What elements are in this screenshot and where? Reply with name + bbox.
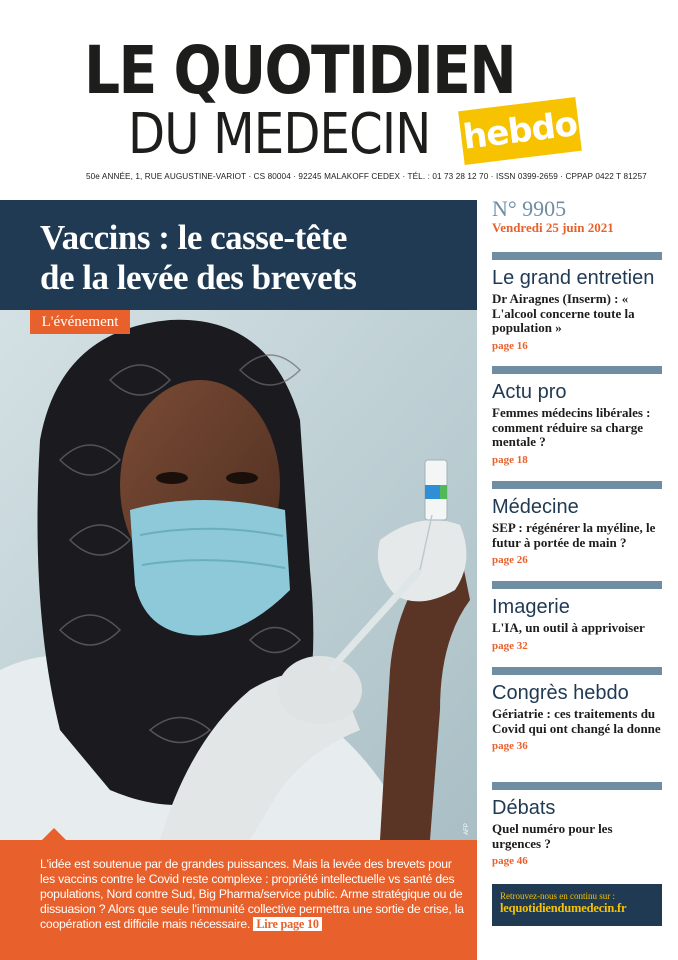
section-debats[interactable] (492, 782, 662, 867)
lead-text (40, 857, 464, 932)
section-title: Femmes médecins libérales : comment réduire sa charge mentale ? (492, 405, 651, 449)
section-page: page 36 (492, 740, 528, 752)
lead-box (0, 840, 477, 960)
section-bar (492, 782, 662, 790)
section-title: Dr Airagnes (Inserm) : « L'alcool concerne toute la population » (492, 291, 635, 335)
issue-date: Vendredi 25 juin 2021 (492, 220, 614, 235)
masthead-title-line2: DU MEDECIN (128, 102, 431, 167)
lead-paragraph: L'idée est soutenue par de grandes puissances. Mais la levée des brevets pour les vaccins contre le Covid reste complexe : propriété intellectuelle vs santé des populations, Nord contre Sud, Big Pharma/service public. Arme stratégique ou de dissuasion ? Alors que seule l'immunité collective permettra une sortie de crise, la coopération est difficile mais nécessaire. (40, 857, 464, 931)
publisher-address: 50e ANNÉE, 1, RUE AUGUSTINE-VARIOT · CS 80004 · 92245 MALAKOFF CEDEX · TÉL. : 01 73 28 12 70 · ISSN 0399-2659 · CPPAP 0422 T 81257 (86, 172, 647, 181)
section-bar (492, 667, 662, 675)
section-bar (492, 581, 662, 589)
section-name: Imagerie (492, 596, 570, 618)
section-bar (492, 366, 662, 374)
section-title: SEP : régénérer la myéline, le futur à portée de main ? (492, 520, 656, 550)
section-page: page 16 (492, 339, 528, 352)
section-actu-pro[interactable] (492, 366, 662, 466)
hebdo-badge-label: hebdo (460, 104, 580, 158)
masthead (0, 0, 678, 200)
section-page: page 46 (492, 855, 528, 867)
event-tag-label: L'événement (41, 313, 119, 330)
website-url[interactable]: lequotidiendumedecin.fr (500, 901, 627, 915)
section-title: Quel numéro pour les urgences ? (492, 821, 613, 851)
event-tag (30, 310, 130, 334)
section-page: page 26 (492, 554, 528, 566)
section-name: Actu pro (492, 381, 567, 403)
website-label: Retrouvez-nous en continu sur : (500, 891, 615, 901)
cover-headline-line2: de la levée des brevets (40, 258, 357, 297)
lead-notch (42, 828, 66, 840)
section-imagerie[interactable] (492, 581, 662, 652)
section-name: Médecine (492, 496, 579, 518)
section-name: Congrès hebdo (492, 682, 629, 704)
cover-headline (40, 218, 470, 298)
section-name: Débats (492, 797, 556, 819)
photo-credit: AFP (464, 823, 471, 835)
section-bar (492, 252, 662, 260)
section-title: Gériatrie : ces traitements du Covid qui ont changé la donne (492, 706, 661, 736)
section-title: L'IA, un outil à apprivoiser (492, 620, 645, 635)
cover-headline-line1: Vaccins : le casse-tête (40, 218, 347, 257)
section-page: page 18 (492, 453, 528, 466)
section-page: page 32 (492, 639, 528, 652)
cover-photo-illustration (0, 310, 477, 840)
section-congres-hebdo[interactable] (492, 667, 662, 752)
section-bar (492, 481, 662, 489)
read-more-link[interactable]: Lire page 10 (253, 917, 321, 931)
section-medecine[interactable] (492, 481, 662, 566)
cover-photo (0, 310, 477, 840)
masthead-title-line1: LE QUOTIDIEN (84, 32, 516, 109)
headline-box (0, 200, 477, 310)
website-box[interactable] (492, 884, 662, 926)
section-grand-entretien[interactable] (492, 252, 662, 352)
issue-number: N° 9905 (492, 196, 567, 221)
section-name: Le grand entretien (492, 267, 655, 289)
